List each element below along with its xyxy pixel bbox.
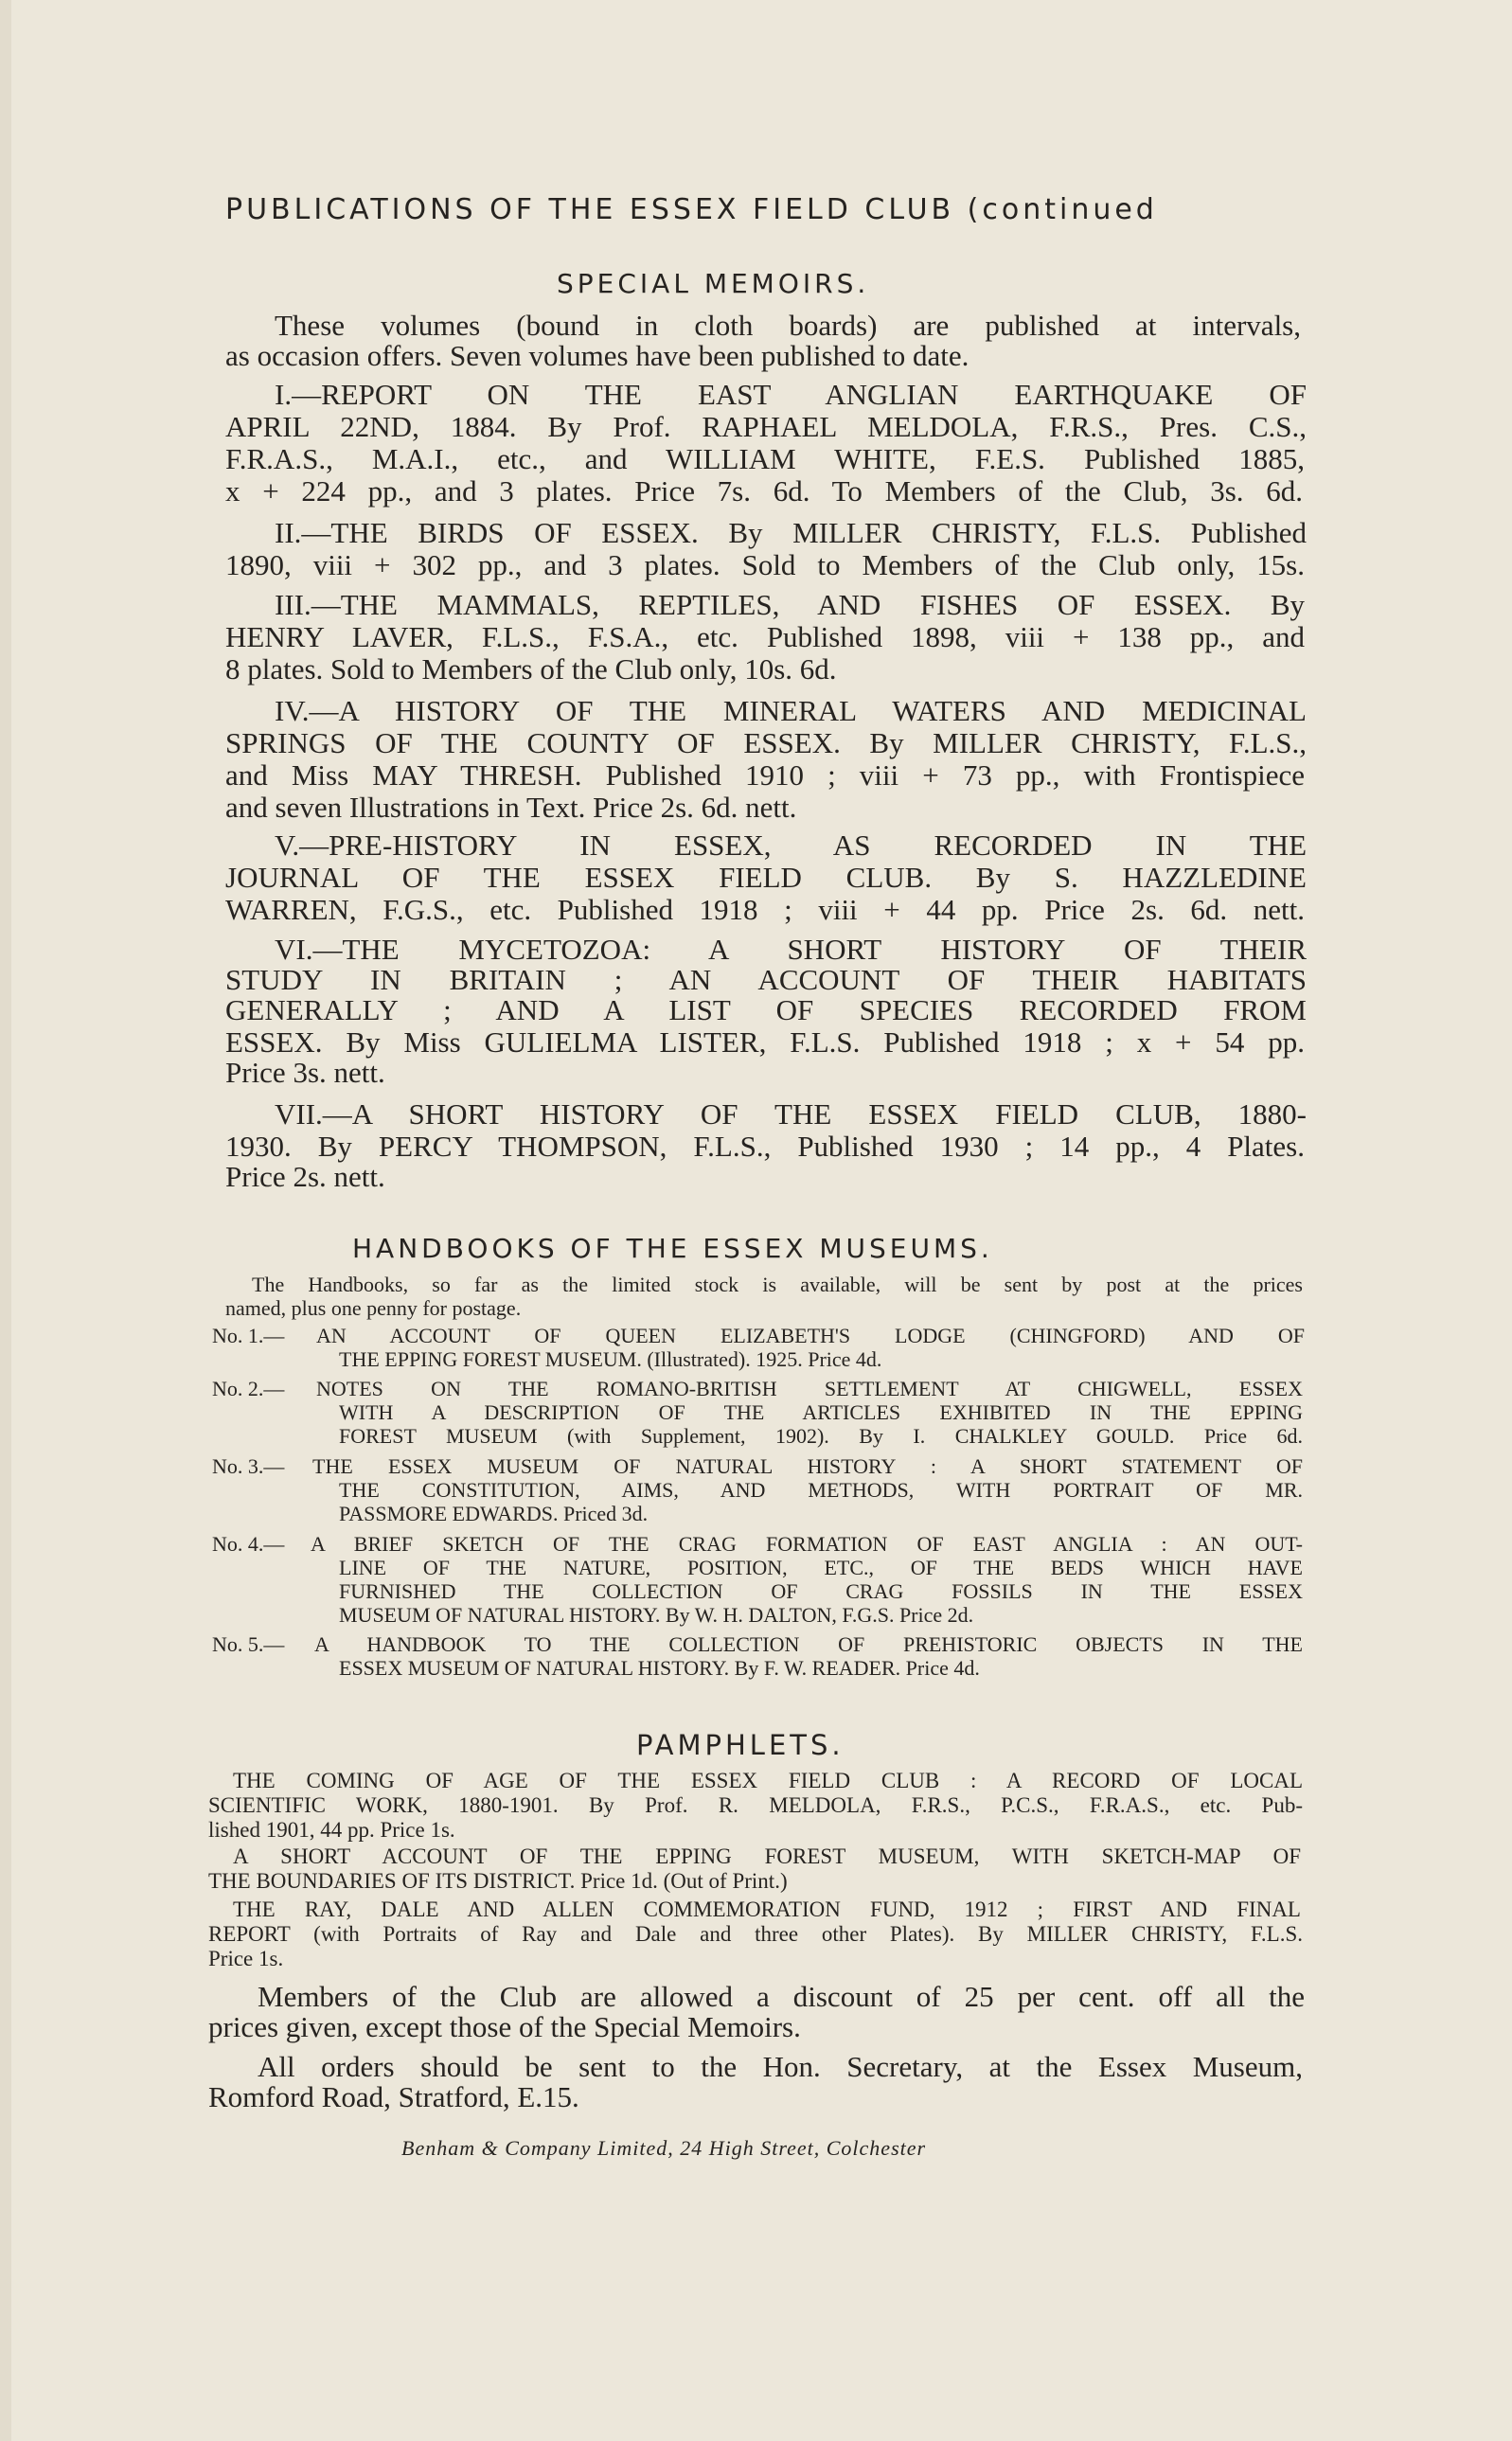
note-line: prices given, except those of the Special Memoirs. bbox=[208, 2010, 801, 2043]
memoir-line: I.—REPORT ON THE EAST ANGLIAN EARTHQUAKE OF bbox=[275, 378, 1307, 411]
handbook-line: LINE OF THE NATURE, POSITION, ETC., OF THE BEDS WHICH HAVE bbox=[339, 1556, 1303, 1579]
handbook-line: WITH A DESCRIPTION OF THE ARTICLES EXHIBITED IN THE EPPING bbox=[339, 1400, 1303, 1424]
handbook-line: FOREST MUSEUM (with Supplement, 1902). By I. CHALKLEY GOULD. Price 6d. bbox=[339, 1424, 1303, 1448]
handbook-line: THE ESSEX MUSEUM OF NATURAL HISTORY : A SHORT STATEMENT OF bbox=[312, 1454, 1303, 1478]
memoir-line: V.—PRE-HISTORY IN ESSEX, AS RECORDED IN THE bbox=[275, 829, 1307, 862]
special-memoirs-intro-1: These volumes (bound in cloth boards) are published at intervals, bbox=[275, 309, 1301, 342]
memoir-line: III.—THE MAMMALS, REPTILES, AND FISHES OF ESSEX. By bbox=[275, 588, 1305, 621]
printer-imprint: Benham & Company Limited, 24 High Street, Colchester bbox=[401, 2136, 927, 2160]
handbook-number: No. 5.— bbox=[212, 1632, 285, 1656]
special-memoirs-intro-2: as occasion offers. Seven volumes have been published to date. bbox=[225, 339, 969, 372]
pamphlet-line: REPORT (with Portraits of Ray and Dale and three other Plates). By MILLER CHRISTY, F.L.S. bbox=[208, 1922, 1303, 1946]
memoir-line: Price 2s. nett. bbox=[225, 1160, 385, 1193]
memoir-line: F.R.A.S., M.A.I., etc., and WILLIAM WHITE, F.E.S. Published 1885, bbox=[225, 442, 1305, 475]
memoir-line: 1890, viii + 302 pp., and 3 plates. Sold to Members of the Club only, 15s. bbox=[225, 548, 1305, 581]
memoir-line: 8 plates. Sold to Members of the Club only, 10s. 6d. bbox=[225, 652, 837, 686]
note-line: Romford Road, Stratford, E.15. bbox=[208, 2080, 579, 2113]
pamphlet-line: A SHORT ACCOUNT OF THE EPPING FOREST MUSEUM, WITH SKETCH-MAP OF bbox=[233, 1844, 1301, 1868]
handbook-line: AN ACCOUNT OF QUEEN ELIZABETH'S LODGE (CHINGFORD) AND OF bbox=[316, 1324, 1305, 1347]
handbook-line: THE CONSTITUTION, AIMS, AND METHODS, WITH PORTRAIT OF MR. bbox=[339, 1478, 1303, 1502]
memoir-line: VI.—THE MYCETOZOA: A SHORT HISTORY OF THEIR bbox=[275, 933, 1307, 966]
handbook-number: No. 4.— bbox=[212, 1532, 285, 1556]
handbook-line: MUSEUM OF NATURAL HISTORY. By W. H. DALTON, F.G.S. Price 2d. bbox=[339, 1603, 974, 1627]
memoir-line: STUDY IN BRITAIN ; AN ACCOUNT OF THEIR HABITATS bbox=[225, 963, 1307, 996]
handbooks-intro-1: The Handbooks, so far as the limited stock is available, will be sent by post at the prices bbox=[252, 1273, 1303, 1296]
memoir-line: SPRINGS OF THE COUNTY OF ESSEX. By MILLER CHRISTY, F.L.S., bbox=[225, 726, 1307, 759]
memoir-line: 1930. By PERCY THOMPSON, F.L.S., Published 1930 ; 14 pp., 4 Plates. bbox=[225, 1130, 1305, 1163]
handbook-number: No. 2.— bbox=[212, 1377, 285, 1400]
handbook-line: NOTES ON THE ROMANO-BRITISH SETTLEMENT AT CHIGWELL, ESSEX bbox=[316, 1377, 1303, 1400]
memoir-line: VII.—A SHORT HISTORY OF THE ESSEX FIELD CLUB, 1880- bbox=[275, 1097, 1307, 1131]
pamphlet-line: lished 1901, 44 pp. Price 1s. bbox=[208, 1818, 455, 1842]
memoir-line: HENRY LAVER, F.L.S., F.S.A., etc. Published 1898, viii + 138 pp., and bbox=[225, 620, 1305, 653]
handbook-number: No. 3.— bbox=[212, 1454, 285, 1478]
memoir-line: ESSEX. By Miss GULIELMA LISTER, F.L.S. Published 1918 ; x + 54 pp. bbox=[225, 1025, 1305, 1059]
memoir-line: Price 3s. nett. bbox=[225, 1056, 385, 1089]
handbook-line: A HANDBOOK TO THE COLLECTION OF PREHISTORIC OBJECTS IN THE bbox=[314, 1632, 1303, 1656]
note-line: Members of the Club are allowed a discount of 25 per cent. off all the bbox=[258, 1980, 1305, 2013]
page-edge bbox=[0, 0, 11, 2441]
memoir-line: x + 224 pp., and 3 plates. Price 7s. 6d. To Members of the Club, 3s. 6d. bbox=[225, 474, 1303, 508]
memoir-line: IV.—A HISTORY OF THE MINERAL WATERS AND MEDICINAL bbox=[275, 694, 1307, 727]
handbook-number: No. 1.— bbox=[212, 1324, 285, 1347]
memoir-line: WARREN, F.G.S., etc. Published 1918 ; viii + 44 pp. Price 2s. 6d. nett. bbox=[225, 893, 1305, 926]
memoir-line: GENERALLY ; AND A LIST OF SPECIES RECORDED FROM bbox=[225, 993, 1307, 1026]
handbooks-intro-2: named, plus one penny for postage. bbox=[225, 1296, 522, 1320]
pamphlets-heading: PAMPHLETS. bbox=[636, 1729, 845, 1761]
handbook-line: A BRIEF SKETCH OF THE CRAG FORMATION OF EAST ANGLIA : AN OUT- bbox=[311, 1532, 1303, 1556]
pamphlet-line: THE BOUNDARIES OF ITS DISTRICT. Price 1d. (Out of Print.) bbox=[208, 1869, 788, 1893]
memoir-line: JOURNAL OF THE ESSEX FIELD CLUB. By S. HAZZLEDINE bbox=[225, 861, 1307, 894]
memoir-line: II.—THE BIRDS OF ESSEX. By MILLER CHRISTY, F.L.S. Published bbox=[275, 516, 1307, 549]
memoir-line: and seven Illustrations in Text. Price 2s. 6d. nett. bbox=[225, 791, 797, 824]
handbooks-heading: HANDBOOKS OF THE ESSEX MUSEUMS. bbox=[352, 1233, 993, 1264]
handbook-line: ESSEX MUSEUM OF NATURAL HISTORY. By F. W. READER. Price 4d. bbox=[339, 1656, 980, 1680]
pamphlet-line: THE RAY, DALE AND ALLEN COMMEMORATION FUND, 1912 ; FIRST AND FINAL bbox=[233, 1898, 1301, 1921]
note-line: All orders should be sent to the Hon. Secretary, at the Essex Museum, bbox=[258, 2050, 1303, 2083]
memoir-line: APRIL 22ND, 1884. By Prof. RAPHAEL MELDOLA, F.R.S., Pres. C.S., bbox=[225, 410, 1307, 443]
pamphlet-line: Price 1s. bbox=[208, 1947, 284, 1970]
handbook-line: FURNISHED THE COLLECTION OF CRAG FOSSILS IN THE ESSEX bbox=[339, 1579, 1303, 1603]
pamphlet-line: SCIENTIFIC WORK, 1880-1901. By Prof. R. MELDOLA, F.R.S., P.C.S., F.R.A.S., etc. Pub- bbox=[208, 1793, 1303, 1817]
handbook-line: PASSMORE EDWARDS. Priced 3d. bbox=[339, 1502, 649, 1525]
page-header: PUBLICATIONS OF THE ESSEX FIELD CLUB (continued bbox=[225, 193, 1158, 226]
special-memoirs-heading: SPECIAL MEMOIRS. bbox=[557, 268, 870, 299]
pamphlet-line: THE COMING OF AGE OF THE ESSEX FIELD CLUB : A RECORD OF LOCAL bbox=[233, 1769, 1303, 1792]
handbook-line: THE EPPING FOREST MUSEUM. (Illustrated). 1925. Price 4d. bbox=[339, 1347, 882, 1371]
memoir-line: and Miss MAY THRESH. Published 1910 ; viii + 73 pp., with Frontispiece bbox=[225, 758, 1305, 792]
